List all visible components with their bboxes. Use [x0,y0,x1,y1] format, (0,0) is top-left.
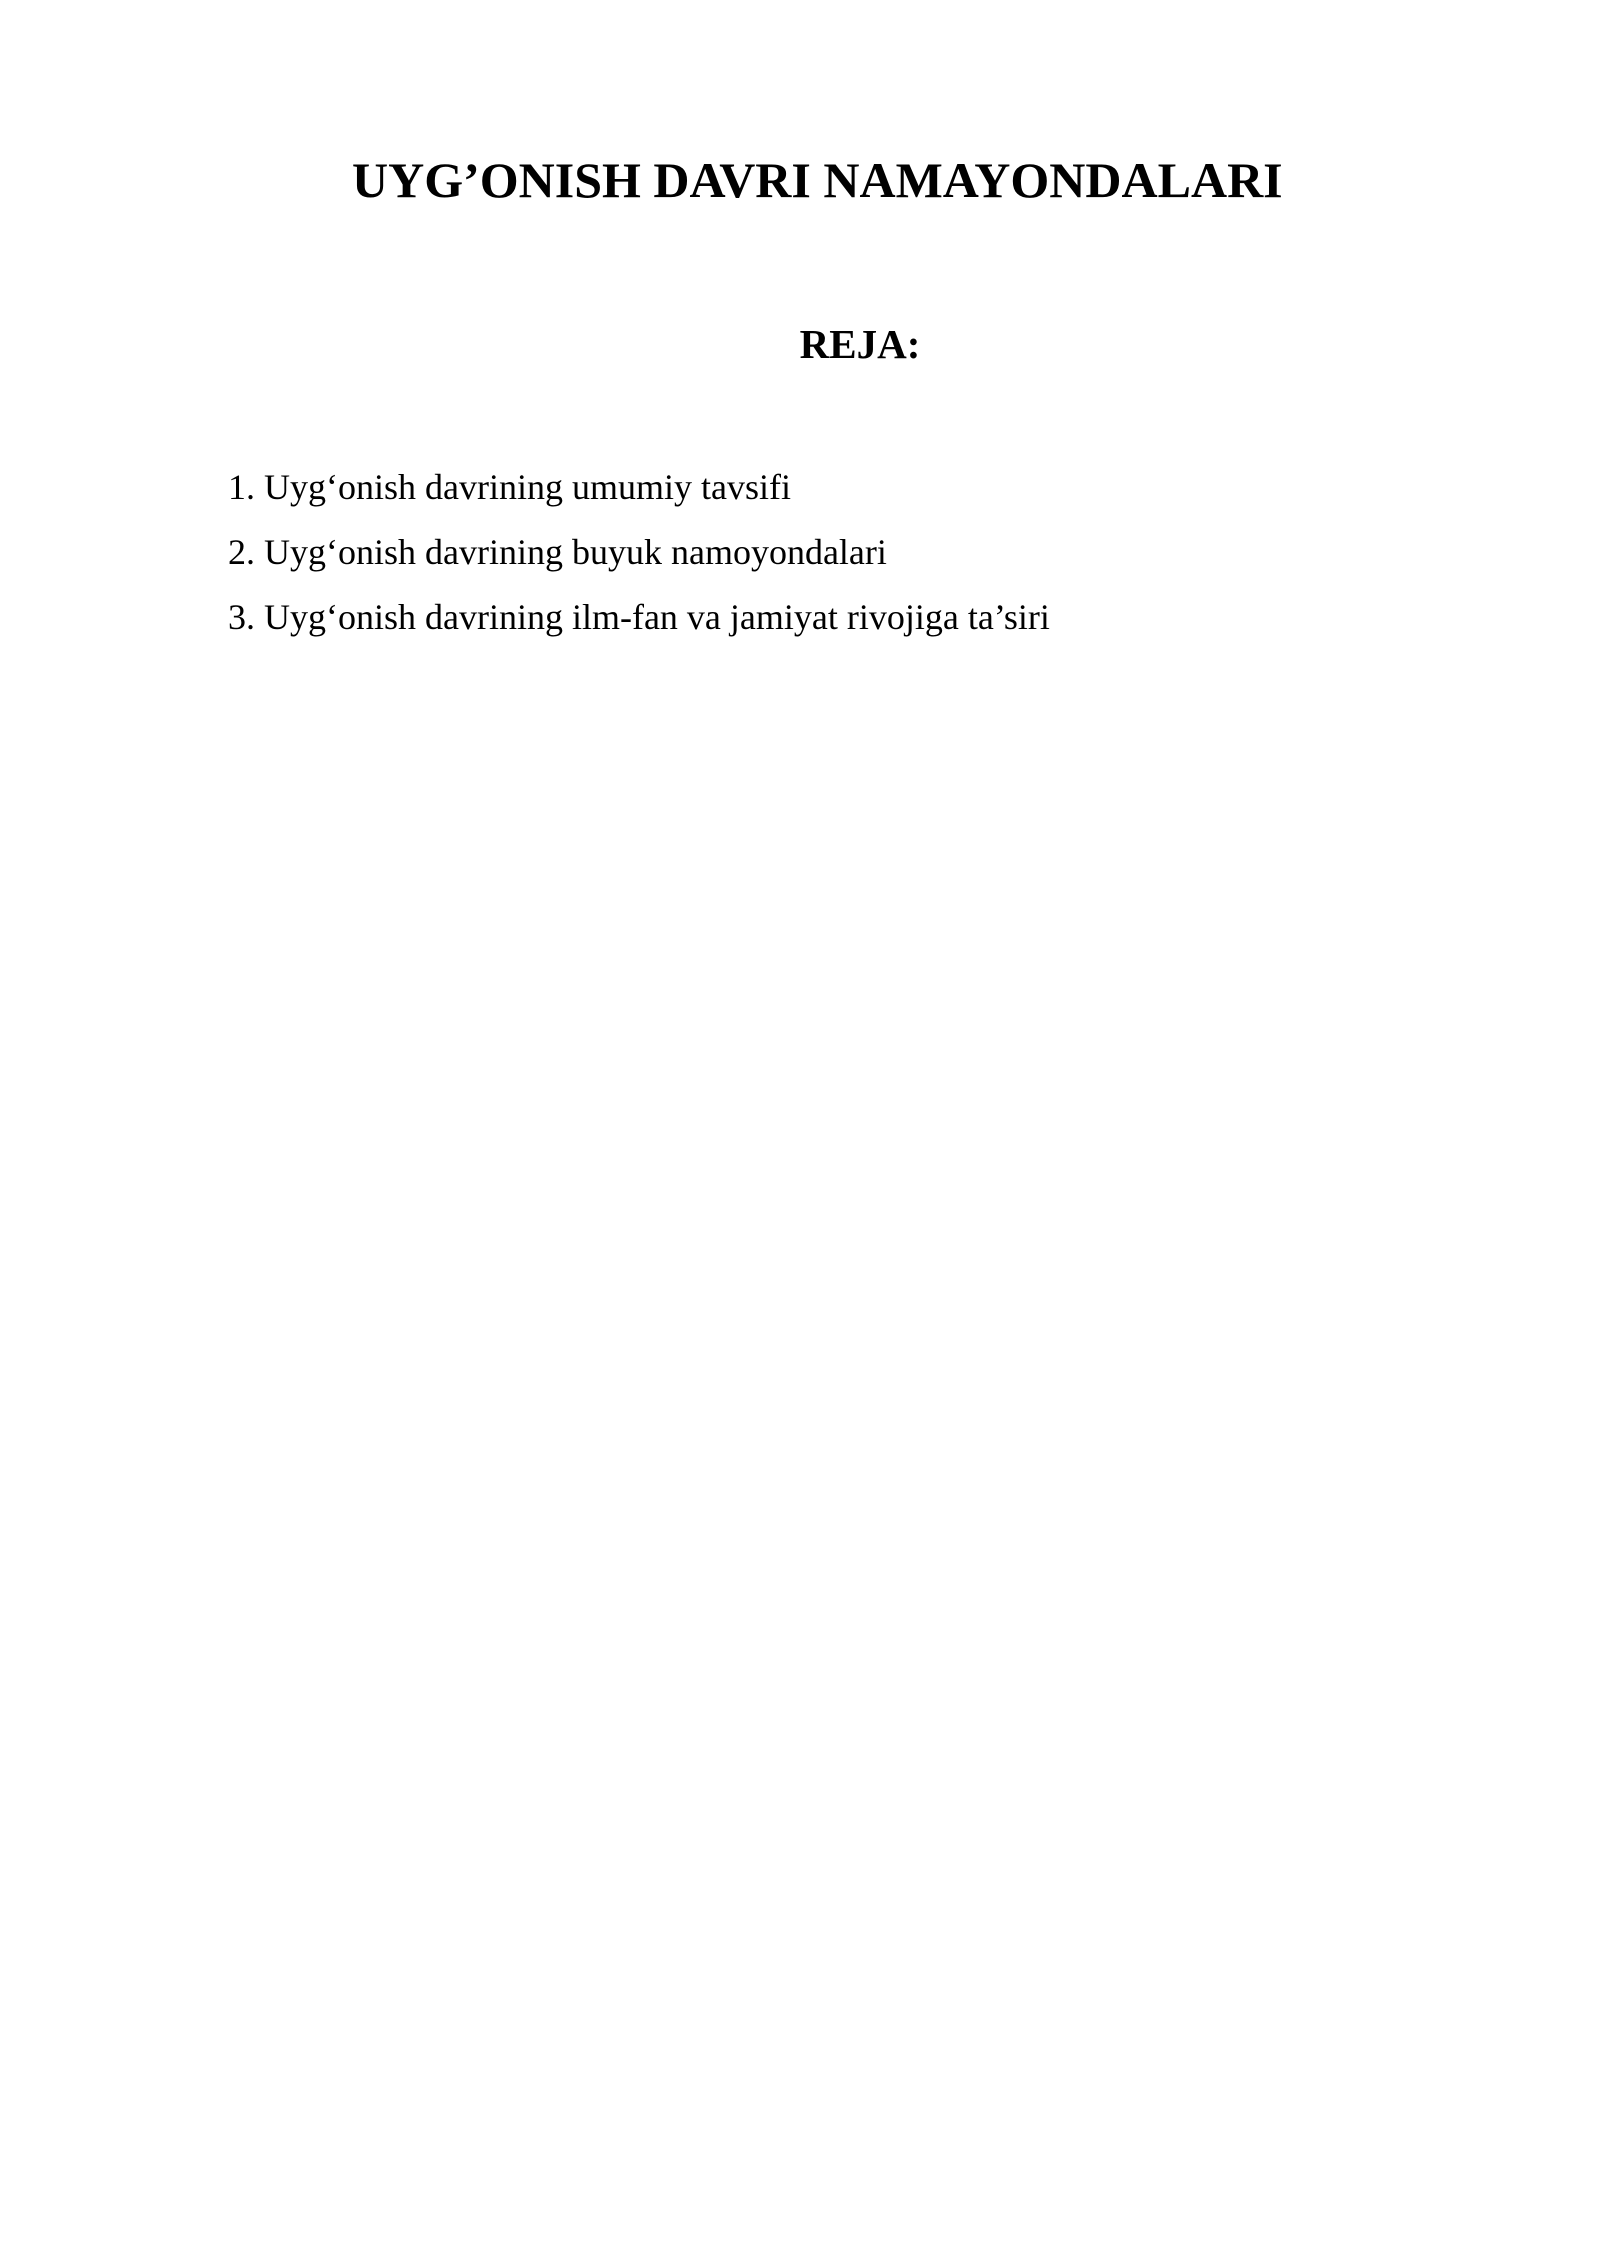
plan-item: 3. Uyg‘onish davrining ilm-fan va jamiyat rivojiga ta’siri [228,597,1050,637]
plan-list [228,455,1050,650]
plan-heading: REJA: [799,321,921,367]
plan-item: 1. Uyg‘onish davrining umumiy tavsifi [228,467,791,507]
plan-item: 2. Uyg‘onish davrining buyuk namoyondalari [228,532,887,572]
page-title: UYG’ONISH DAVRI NAMAYONDALARI [352,152,1283,208]
